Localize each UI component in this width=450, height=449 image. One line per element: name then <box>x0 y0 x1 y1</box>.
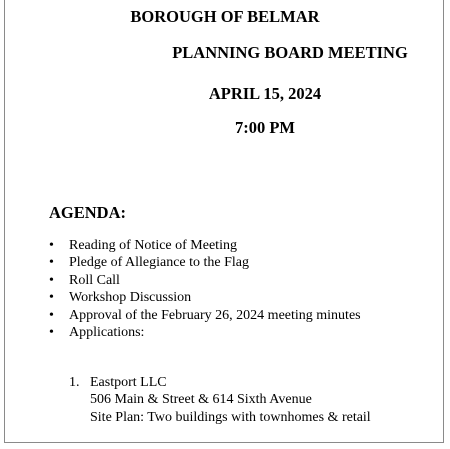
agenda-item <box>47 237 361 254</box>
applications-list <box>69 374 371 426</box>
application-number: 1. <box>69 375 80 390</box>
meeting-date: APRIL 15, 2024 <box>208 84 322 103</box>
agenda-item-label: Reading of Notice of Meeting <box>69 238 237 253</box>
agenda-title: AGENDA: <box>49 203 126 222</box>
bullet-icon: • <box>49 307 54 323</box>
agenda-item-label: Roll Call <box>69 272 120 288</box>
borough-heading: BOROUGH OF BELMAR <box>130 7 320 26</box>
application-address: 506 Main & Street & 614 Sixth Avenue <box>90 392 312 408</box>
agenda-item-label: Workshop Discussion <box>69 290 192 306</box>
agenda-item-label: Applications: <box>69 325 145 341</box>
agenda-list <box>47 237 361 341</box>
application-name: Eastport LLC <box>90 375 167 390</box>
agenda-item-label: Approval of the February 26, 2024 meeting minutes <box>69 307 361 323</box>
agenda-item <box>47 254 361 271</box>
bullet-icon: • <box>49 290 54 306</box>
agenda-item-label: Pledge of Allegiance to the Flag <box>69 255 250 271</box>
meeting-time: 7:00 PM <box>234 118 296 137</box>
application-description: Site Plan: Two buildings with townhomes & retail <box>90 409 371 425</box>
bullet-icon: • <box>49 255 54 271</box>
application-item <box>69 374 371 426</box>
agenda-item <box>47 324 361 341</box>
document-page <box>4 0 444 443</box>
agenda-item <box>47 272 361 289</box>
agenda-item <box>47 307 361 324</box>
bullet-icon: • <box>49 325 54 341</box>
meeting-heading: PLANNING BOARD MEETING <box>172 43 408 62</box>
bullet-icon: • <box>49 272 54 288</box>
agenda-item <box>47 289 361 306</box>
bullet-icon: • <box>49 238 54 253</box>
